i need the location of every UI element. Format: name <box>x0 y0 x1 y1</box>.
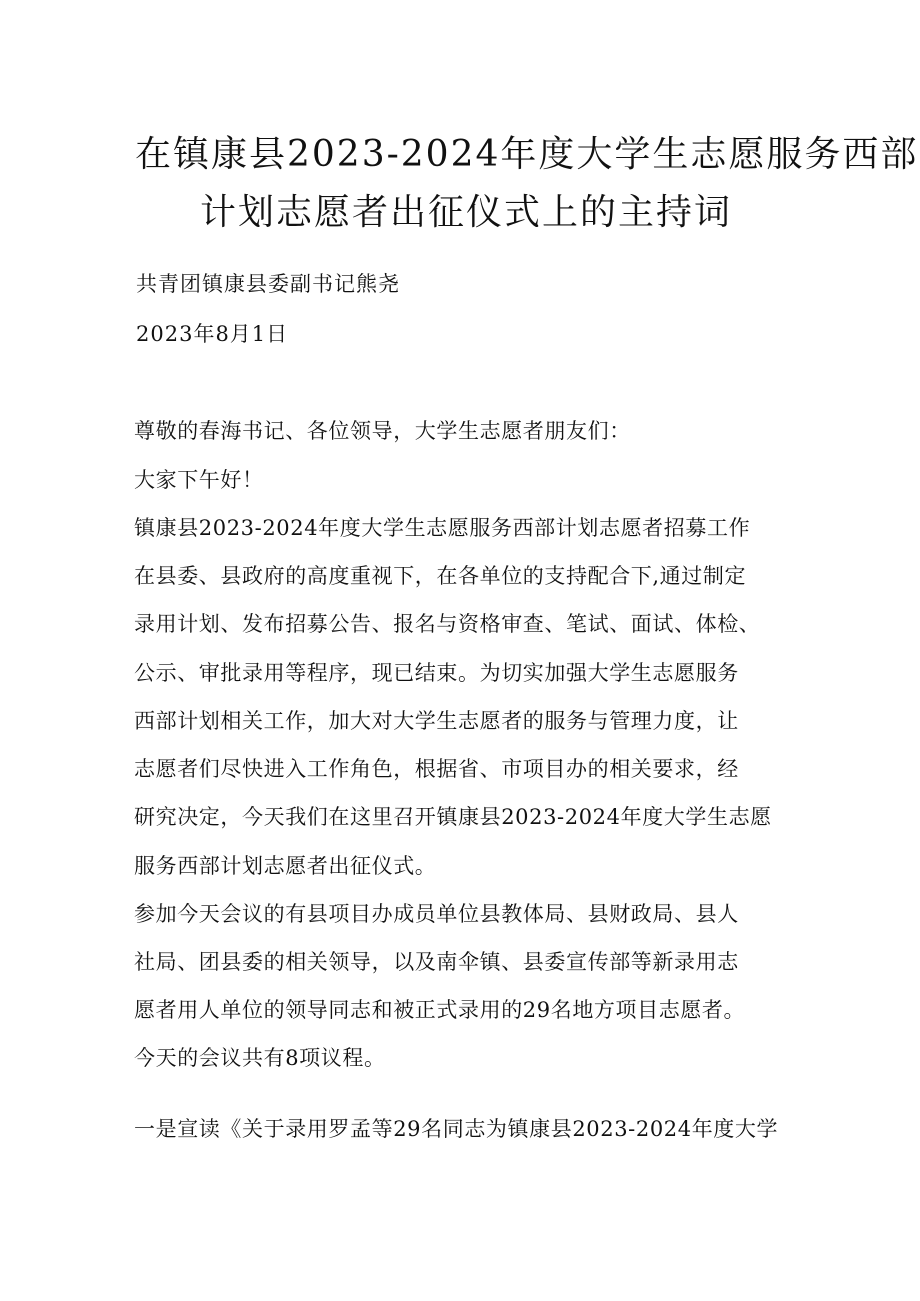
body-line: 今天的会议共有8项议程。 <box>134 1046 386 1070</box>
body-line-agenda-item: 一是宣读《关于录用罗孟等29名同志为镇康县2023-2024年度大学 <box>134 1117 779 1141</box>
body-line: 西部计划相关工作，加大对大学生志愿者的服务与管理力度，让 <box>134 709 739 733</box>
document-title-line-1: 在镇康县2023-2024年度大学生志愿服务西部 <box>135 134 919 175</box>
body-line: 志愿者们尽快进入工作角色，根据省、市项目办的相关要求，经 <box>134 757 739 781</box>
document-title-line-2: 计划志愿者出征仪式上的主持词 <box>200 192 733 233</box>
body-line: 录用计划、发布招募公告、报名与资格审查、笔试、面试、体检、 <box>134 612 761 636</box>
body-line: 公示、审批录用等程序，现已结束。为切实加强大学生志愿服务 <box>134 661 739 685</box>
body-line-greeting: 大家下午好！ <box>134 468 264 492</box>
body-line: 研究决定，今天我们在这里召开镇康县2023-2024年度大学生志愿 <box>134 805 772 829</box>
body-line: 服务西部计划志愿者出征仪式。 <box>134 854 437 878</box>
body-line: 愿者用人单位的领导同志和被正式录用的29名地方项目志愿者。 <box>134 998 746 1022</box>
body-line: 镇康县2023-2024年度大学生志愿服务西部计划志愿者招募工作 <box>134 516 751 540</box>
body-line-salutation: 尊敬的春海书记、各位领导，大学生志愿者朋友们： <box>134 419 631 443</box>
body-line: 社局、团县委的相关领导，以及南伞镇、县委宣传部等新录用志 <box>134 950 739 974</box>
body-line: 参加今天会议的有县项目办成员单位县教体局、县财政局、县人 <box>134 902 739 926</box>
author-line: 共青团镇康县委副书记熊尧 <box>136 272 400 296</box>
date-line: 2023年8月1日 <box>136 322 289 346</box>
body-line: 在县委、县政府的高度重视下，在各单位的支持配合下,通过制定 <box>134 564 747 588</box>
